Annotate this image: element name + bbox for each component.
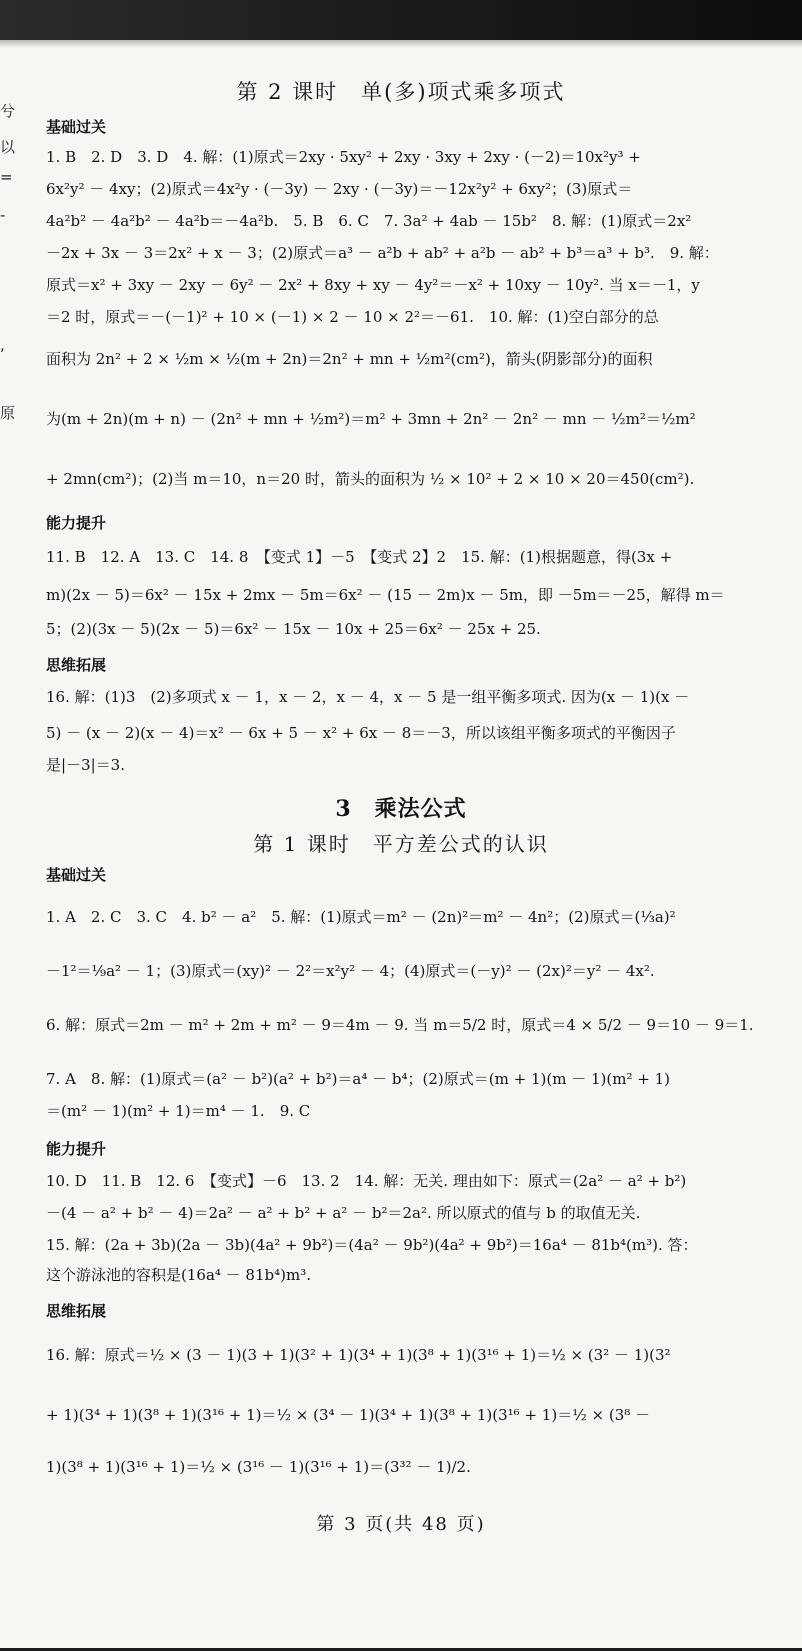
answer-line: 原式＝x² + 3xy － 2xy － 6y² － 2x² + 8xy + xy － 4y²＝－x² + 10xy － 10y². 当 x＝－1，y [46, 276, 700, 294]
answer-line: 5) － (x － 2)(x － 4)＝x² － 6x + 5 － x² + 6x － 8＝－3，所以该组平衡多项式的平衡因子 [46, 724, 676, 742]
answer-line: 11. B 12. A 13. C 14. 8 【变式 1】－5 【变式 2】2 15. 解：(1)根据题意，得(3x + [46, 548, 673, 566]
answer-line: －(4 － a² + b² － 4)＝2a² － a² + b² + a² － b²＝2a². 所以原式的值与 b 的取值无关. [46, 1204, 641, 1222]
answer-line: 1. B 2. D 3. D 4. 解：(1)原式＝2xy · 5xy² + 2xy · 3xy + 2xy · (－2)＝10x²y³ + [46, 148, 641, 166]
answer-line: 7. A 8. 解：(1)原式＝(a² － b²)(a² + b²)＝a⁴ － b⁴；(2)原式＝(m + 1)(m － 1)(m² + 1) [46, 1070, 670, 1088]
lesson-title: 第 2 课时 单(多)项式乘多项式 [236, 80, 566, 104]
margin-mark: , [0, 336, 5, 354]
answer-line: 5；(2)(3x － 5)(2x － 5)＝6x² － 15x － 10x + 25＝6x² － 25x + 25. [46, 620, 541, 638]
answer-line: 1. A 2. C 3. C 4. b² － a² 5. 解：(1)原式＝m² － (2n)²＝m² － 4n²；(2)原式＝(⅓a)² [46, 908, 676, 926]
answer-line: 16. 解：(1)3 (2)多项式 x － 1，x － 2，x － 4，x － 5 是一组平衡多项式. 因为(x － 1)(x － [46, 688, 690, 706]
heading-basic: 基础过关 [46, 118, 107, 136]
answer-line: m)(2x － 5)＝6x² － 15x + 2mx － 5m＝6x² － (15 － 2m)x － 5m，即 －5m＝－25，解得 m＝ [46, 586, 725, 604]
answer-line: 10. D 11. B 12. 6 【变式】－6 13. 2 14. 解：无关. 理由如下：原式＝(2a² － a² + b²) [46, 1172, 687, 1190]
heading-ability: 能力提升 [46, 1140, 107, 1158]
answer-line: ＝(m² － 1)(m² + 1)＝m⁴ － 1. 9. C [46, 1102, 311, 1120]
section-title: 3 乘法公式 [335, 796, 467, 822]
answer-line: －2x + 3x － 3＝2x² + x － 3；(2)原式＝a³ － a²b + ab² + a²b － ab² + b³＝a³ + b³. 9. 解： [46, 244, 719, 262]
answer-line: 16. 解：原式＝½ × (3 － 1)(3 + 1)(3² + 1)(3⁴ + 1)(3⁸ + 1)(3¹⁶ + 1)＝½ × (3² － 1)(3² [46, 1346, 671, 1364]
scan-top-bar [0, 0, 802, 40]
heading-thinking: 思维拓展 [46, 656, 107, 674]
heading-ability: 能力提升 [46, 514, 107, 532]
answer-line: + 1)(3⁴ + 1)(3⁸ + 1)(3¹⁶ + 1)＝½ × (3⁴ － 1)(3⁴ + 1)(3⁸ + 1)(3¹⁶ + 1)＝½ × (3⁸ － [46, 1406, 651, 1424]
answer-line: ＝2 时，原式＝－(－1)² + 10 × (－1) × 2 － 10 × 2²＝－61. 10. 解：(1)空白部分的总 [46, 308, 659, 326]
answer-line: 面积为 2n² + 2 × ½m × ½(m + 2n)＝2n² + mn + ½m²(cm²)，箭头(阴影部分)的面积 [46, 350, 653, 368]
margin-mark: 兮 [0, 102, 16, 120]
answer-line: 4a²b² － 4a²b² － 4a²b＝－4a²b. 5. B 6. C 7. 3a² + 4ab － 15b² 8. 解：(1)原式＝2x² [46, 212, 692, 230]
margin-mark: 原 [0, 404, 16, 422]
margin-mark: = [0, 168, 13, 186]
lesson-title: 第 1 课时 平方差公式的认识 [253, 832, 549, 856]
answer-line: 为(m + 2n)(m + n) － (2n² + mn + ½m²)＝m² + 3mn + 2n² － 2n² － mn － ½m²＝½m² [46, 410, 696, 428]
margin-mark: 以 [0, 138, 16, 156]
answer-line: －1²＝⅑a² － 1；(3)原式＝(xy)² － 2²＝x²y² － 4；(4)原式＝(－y)² － (2x)²＝y² － 4x². [46, 962, 655, 980]
answer-line: 是|－3|＝3. [46, 756, 125, 774]
answer-line: 6x²y² － 4xy；(2)原式＝4x²y · (－3y) － 2xy · (－3y)＝－12x²y² + 6xy²；(3)原式＝ [46, 180, 633, 198]
answer-line: 6. 解：原式＝2m － m² + 2m + m² － 9＝4m － 9. 当 m＝5/2 时，原式＝4 × 5/2 － 9＝10 － 9＝1. [46, 1016, 754, 1034]
answer-line: 这个游泳池的容积是(16a⁴ － 81b⁴)m³. [46, 1266, 311, 1284]
scan-top-shadow [0, 40, 802, 48]
answer-line: 1)(3⁸ + 1)(3¹⁶ + 1)＝½ × (3¹⁶ － 1)(3¹⁶ + 1)＝(3³² － 1)/2. [46, 1458, 471, 1476]
heading-basic: 基础过关 [46, 866, 107, 884]
margin-mark: - [0, 206, 6, 224]
answer-page [0, 48, 802, 1650]
heading-thinking: 思维拓展 [46, 1302, 107, 1320]
answer-line: + 2mn(cm²)；(2)当 m＝10，n＝20 时，箭头的面积为 ½ × 10² + 2 × 10 × 20＝450(cm²). [46, 470, 695, 488]
page-number: 第 3 页(共 48 页) [316, 1514, 486, 1535]
answer-line: 15. 解：(2a + 3b)(2a － 3b)(4a² + 9b²)＝(4a² － 9b²)(4a² + 9b²)＝16a⁴ － 81b⁴(m³). 答： [46, 1236, 698, 1254]
